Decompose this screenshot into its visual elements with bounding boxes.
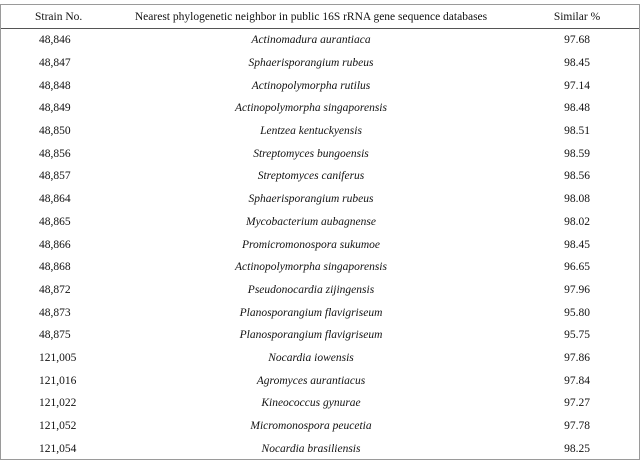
header-neighbor: Nearest phylogenetic neighbor in public 16S rRNA gene sequence databases: [134, 10, 488, 23]
cell-neighbor: Sphaerisporangium rubeus: [248, 57, 374, 70]
table-row: [1, 97, 639, 120]
cell-neighbor: Kineococcus gynurae: [261, 397, 361, 410]
table-row: [1, 301, 639, 324]
table-row: [1, 120, 639, 143]
table-row: [1, 165, 639, 188]
strain-table: [0, 4, 640, 460]
cell-similar: 97.68: [564, 34, 590, 47]
cell-neighbor: Planosporangium flavigriseum: [239, 329, 383, 342]
cell-similar: 96.65: [564, 261, 590, 274]
cell-strain: 48,849: [39, 102, 71, 115]
table-row: [1, 188, 639, 211]
cell-neighbor: Planosporangium flavigriseum: [239, 306, 383, 319]
cell-similar: 97.84: [564, 374, 590, 387]
cell-neighbor: Streptomyces bungoensis: [253, 147, 369, 160]
cell-neighbor: Actinopolymorpha singaporensis: [235, 261, 387, 274]
header-strain: Strain No.: [35, 10, 83, 23]
table-row: [1, 211, 639, 234]
cell-neighbor: Lentzea kentuckyensis: [260, 125, 362, 138]
cell-neighbor: Nocardia brasiliensis: [261, 442, 361, 455]
cell-strain: 48,846: [39, 34, 71, 47]
table-row: [1, 29, 639, 52]
cell-neighbor: Mycobacterium aubagnense: [246, 215, 376, 228]
cell-similar: 98.59: [564, 147, 590, 160]
cell-similar: 98.51: [564, 125, 590, 138]
cell-strain: 48,866: [39, 238, 71, 251]
table-row: [1, 279, 639, 302]
cell-neighbor: Sphaerisporangium rubeus: [248, 193, 374, 206]
table-row: [1, 233, 639, 256]
cell-neighbor: Pseudonocardia zijingensis: [247, 283, 375, 296]
cell-neighbor: Agromyces aurantiacus: [256, 374, 366, 387]
table-row: [1, 74, 639, 97]
cell-strain: 121,052: [39, 420, 77, 433]
cell-similar: 98.02: [564, 215, 590, 228]
cell-neighbor: Actinopolymorpha singaporensis: [235, 102, 387, 115]
cell-similar: 98.48: [564, 102, 590, 115]
table-row: [1, 437, 639, 460]
cell-similar: 98.25: [564, 442, 590, 455]
cell-similar: 97.96: [564, 283, 590, 296]
table-row: [1, 142, 639, 165]
cell-similar: 97.27: [564, 397, 590, 410]
table-row: [1, 392, 639, 415]
cell-neighbor: Nocardia iowensis: [268, 351, 354, 364]
cell-similar: 97.86: [564, 351, 590, 364]
cell-similar: 98.45: [564, 238, 590, 251]
table-row: [1, 324, 639, 347]
table-header: [1, 5, 639, 29]
cell-neighbor: Streptomyces caniferus: [257, 170, 365, 183]
cell-neighbor: Actinopolymorpha rutilus: [251, 79, 371, 92]
cell-strain: 48,856: [39, 147, 71, 160]
table-row: [1, 415, 639, 438]
cell-strain: 48,850: [39, 125, 71, 138]
cell-strain: 48,873: [39, 306, 71, 319]
table-row: [1, 256, 639, 279]
cell-strain: 48,872: [39, 283, 71, 296]
cell-strain: 48,868: [39, 261, 71, 274]
cell-strain: 48,865: [39, 215, 71, 228]
cell-neighbor: Actinomadura aurantiaca: [251, 34, 371, 47]
cell-strain: 48,864: [39, 193, 71, 206]
cell-strain: 48,847: [39, 57, 71, 70]
cell-strain: 121,022: [39, 397, 77, 410]
cell-similar: 98.08: [564, 193, 590, 206]
cell-similar: 95.75: [564, 329, 590, 342]
cell-neighbor: Promicromonospora sukumoe: [241, 238, 381, 251]
cell-strain: 48,848: [39, 79, 71, 92]
cell-neighbor: Micromonospora peucetia: [250, 420, 372, 433]
table-row: [1, 52, 639, 75]
table-row: [1, 369, 639, 392]
cell-similar: 98.56: [564, 170, 590, 183]
cell-strain: 121,005: [39, 351, 77, 364]
table-body: [1, 29, 639, 460]
cell-strain: 48,857: [39, 170, 71, 183]
cell-similar: 97.14: [564, 79, 590, 92]
table-row: [1, 347, 639, 370]
cell-strain: 48,875: [39, 329, 71, 342]
cell-strain: 121,016: [39, 374, 77, 387]
cell-similar: 95.80: [564, 306, 590, 319]
cell-similar: 97.78: [564, 420, 590, 433]
cell-similar: 98.45: [564, 57, 590, 70]
cell-strain: 121,054: [39, 442, 77, 455]
header-similar: Similar %: [553, 10, 601, 23]
